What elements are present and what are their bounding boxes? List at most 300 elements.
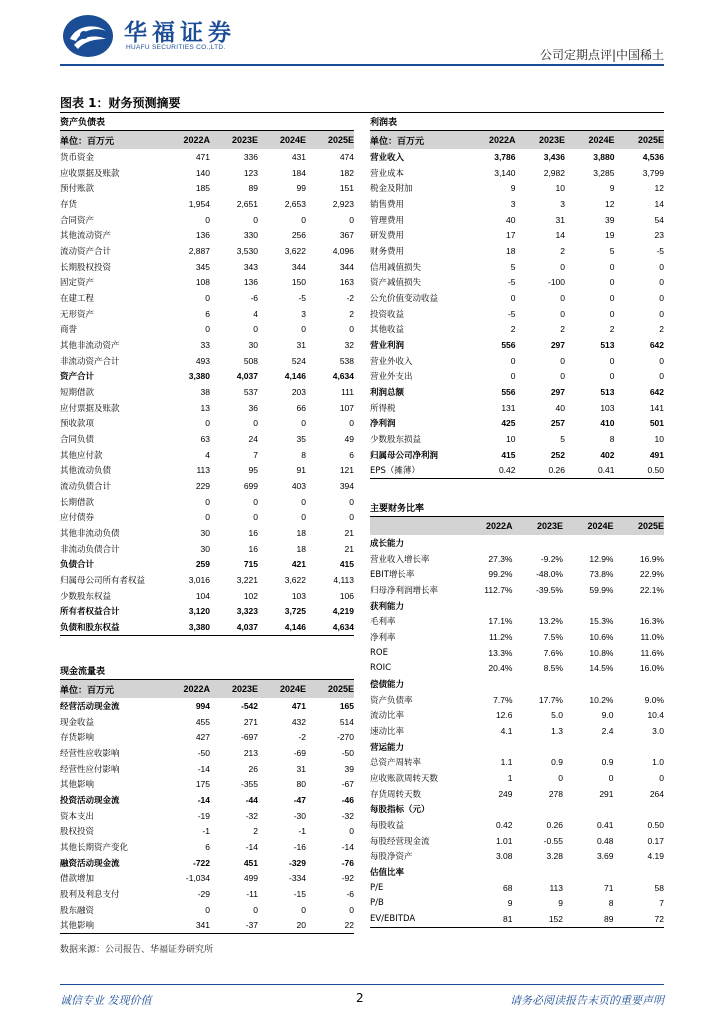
row-value: 0 xyxy=(609,308,615,319)
row-value: 8 xyxy=(608,898,614,909)
row-value: 297 xyxy=(550,386,565,397)
row-label: 资本支出 xyxy=(60,811,95,822)
row-value: 1.1 xyxy=(500,757,513,768)
row-value: 0 xyxy=(349,418,354,429)
table-row xyxy=(60,886,354,902)
row-value: 257 xyxy=(550,418,565,429)
row-value: 0 xyxy=(253,214,258,225)
row-value: -92 xyxy=(341,873,354,884)
row-value: 4.1 xyxy=(500,725,513,736)
table-row xyxy=(60,149,354,165)
row-value: -5 xyxy=(507,308,516,319)
row-value: 14.5% xyxy=(589,663,614,674)
row-value: 1.0 xyxy=(652,757,664,768)
balance-sheet-header xyxy=(60,131,354,149)
table-row xyxy=(60,729,354,745)
row-value: 427 xyxy=(195,732,210,743)
row-value: -50 xyxy=(341,747,354,758)
row-value: 642 xyxy=(649,339,664,350)
table-row xyxy=(60,808,354,824)
row-value: 141 xyxy=(649,402,664,413)
row-value: 4,634 xyxy=(332,371,354,382)
row-label: EBIT增长率 xyxy=(370,570,415,581)
row-label: 应收票据及账款 xyxy=(60,168,120,179)
row-value: -1 xyxy=(298,826,306,837)
row-value: 10 xyxy=(555,183,565,194)
row-value: 0 xyxy=(349,904,354,915)
row-value: -2 xyxy=(298,732,306,743)
row-value: 4,146 xyxy=(284,371,306,382)
row-value: 556 xyxy=(501,339,516,350)
row-value: 499 xyxy=(243,873,258,884)
row-value: 3,530 xyxy=(236,245,258,256)
row-value: -329 xyxy=(288,857,306,868)
row-value: 2,923 xyxy=(332,198,354,209)
row-label: 融资活动现金流 xyxy=(60,858,120,869)
row-value: 103 xyxy=(291,590,306,601)
row-label: 营业收入 xyxy=(370,152,405,163)
row-value: 4,037 xyxy=(236,371,258,382)
row-value: 11.0% xyxy=(640,631,664,642)
row-value: 3,799 xyxy=(642,167,664,178)
row-value: 0 xyxy=(301,324,306,335)
table-row xyxy=(370,551,664,567)
row-value: 4 xyxy=(205,449,210,460)
footer-slogan: 诚信专业 发现价值 xyxy=(60,994,152,1007)
row-value: 455 xyxy=(195,716,210,727)
row-value: 22.9% xyxy=(639,569,664,580)
table-row xyxy=(60,259,354,275)
table-row xyxy=(370,911,664,927)
row-value: 291 xyxy=(599,788,614,799)
row-value: 2,651 xyxy=(236,198,258,209)
row-value: 14 xyxy=(555,230,565,241)
table-row xyxy=(60,556,354,572)
row-value: 0 xyxy=(659,371,664,382)
row-value: 10.6% xyxy=(589,631,614,642)
row-value: 2 xyxy=(659,324,664,335)
row-value: 493 xyxy=(195,355,210,366)
row-value: 4.19 xyxy=(647,851,664,862)
report-type: 公司定期点评|中国稀土 xyxy=(539,48,664,62)
table-row xyxy=(370,274,664,290)
row-value: 4,146 xyxy=(284,621,306,632)
row-value: 71 xyxy=(604,882,614,893)
row-value: 0.50 xyxy=(647,465,664,476)
table-row xyxy=(60,415,354,431)
row-value: 13.2% xyxy=(538,616,563,627)
row-value: 73.8% xyxy=(589,569,614,580)
row-value: 345 xyxy=(195,261,210,272)
row-value: -1 xyxy=(202,826,210,837)
row-value: 0 xyxy=(205,512,210,523)
row-value: 59.9% xyxy=(589,584,614,595)
cash-flow-header xyxy=(60,680,354,698)
row-value: 18 xyxy=(296,527,306,538)
row-value: 203 xyxy=(291,386,306,397)
header-year: 2025E xyxy=(637,521,664,531)
row-value: 0 xyxy=(659,308,664,319)
row-value: -5 xyxy=(298,292,306,303)
row-label: 利润总额 xyxy=(370,387,405,398)
row-value: 113 xyxy=(549,882,563,893)
cash-flow-table xyxy=(60,666,354,934)
row-label: 其他非流动资产 xyxy=(60,340,120,351)
page-header xyxy=(0,0,724,70)
row-value: 10.4 xyxy=(647,710,664,721)
row-value: 1.3 xyxy=(551,725,563,736)
row-value: 3.08 xyxy=(495,851,513,862)
row-label: 短期借款 xyxy=(60,387,95,398)
row-label: 其他非流动负债 xyxy=(60,528,120,539)
income-statement-table xyxy=(370,117,664,479)
row-label: 资产合计 xyxy=(60,372,95,383)
row-value: 31 xyxy=(555,214,565,225)
row-value: -334 xyxy=(288,873,306,884)
row-value: 0 xyxy=(349,512,354,523)
row-value: -11 xyxy=(246,888,258,899)
row-value: 3,622 xyxy=(284,245,306,256)
row-label: 其他应付款 xyxy=(60,450,103,461)
row-value: 471 xyxy=(291,700,306,711)
row-value: 3.0 xyxy=(652,725,664,736)
row-value: 184 xyxy=(291,167,306,178)
row-value: 12 xyxy=(654,183,664,194)
row-value: 403 xyxy=(291,480,306,491)
row-value: 99 xyxy=(296,183,306,194)
table-row xyxy=(60,400,354,416)
table-row xyxy=(60,745,354,761)
row-value: 30 xyxy=(200,543,210,554)
row-label: 归母净利润增长率 xyxy=(370,585,439,596)
row-label: 信用减值损失 xyxy=(370,262,422,273)
table-row xyxy=(370,707,664,723)
table-row xyxy=(60,761,354,777)
row-value: 22 xyxy=(344,920,354,931)
row-label: 股东融资 xyxy=(60,905,95,916)
row-value: 344 xyxy=(291,261,306,272)
table-row xyxy=(60,619,354,635)
table-row xyxy=(370,353,664,369)
row-value: 0 xyxy=(560,261,565,272)
row-value: 0 xyxy=(253,512,258,523)
table-row xyxy=(370,598,664,614)
row-value: 0 xyxy=(659,261,664,272)
row-label: 归属母公司净利润 xyxy=(370,450,439,461)
row-value: 514 xyxy=(339,716,354,727)
row-value: -37 xyxy=(245,920,258,931)
row-value: 0 xyxy=(253,496,258,507)
row-value: 0 xyxy=(301,904,306,915)
row-value: -19 xyxy=(197,810,210,821)
row-value: -14 xyxy=(245,841,258,852)
row-value: 3,380 xyxy=(188,371,210,382)
table-row xyxy=(60,478,354,494)
balance-sheet-body xyxy=(60,149,354,636)
row-value: 16.9% xyxy=(639,553,664,564)
row-label: 其他流动资产 xyxy=(60,231,112,242)
row-value: 23 xyxy=(654,230,664,241)
row-label: 总资产周转率 xyxy=(370,758,422,769)
row-value: 9 xyxy=(507,898,513,909)
row-label: 其他收益 xyxy=(370,325,405,336)
row-value: 1 xyxy=(507,772,513,783)
row-value: 3,120 xyxy=(188,606,210,617)
table-row xyxy=(60,572,354,588)
row-value: 165 xyxy=(339,700,354,711)
row-value: 12.9% xyxy=(589,553,614,564)
row-value: 249 xyxy=(498,788,513,799)
row-value: 2,653 xyxy=(284,198,306,209)
row-value: -100 xyxy=(547,277,565,288)
row-value: 20 xyxy=(296,920,306,931)
row-value: -50 xyxy=(197,747,210,758)
row-value: -47 xyxy=(293,794,306,805)
row-value: 175 xyxy=(195,779,210,790)
row-value: 278 xyxy=(548,788,563,799)
row-value: -39.5% xyxy=(536,584,563,595)
row-value: 0 xyxy=(609,355,615,366)
header-year: 2023E xyxy=(536,521,563,531)
table-row xyxy=(370,613,664,629)
table-row xyxy=(60,290,354,306)
table-row xyxy=(370,196,664,212)
row-value: -6 xyxy=(346,888,354,899)
row-value: 0 xyxy=(560,292,565,303)
row-value: 11.2% xyxy=(489,631,513,642)
row-value: 35 xyxy=(296,433,306,444)
row-value: 0 xyxy=(301,496,306,507)
row-value: 3 xyxy=(560,198,565,209)
row-label: 非流动资产合计 xyxy=(60,356,120,367)
row-value: -697 xyxy=(240,732,258,743)
row-value: 150 xyxy=(291,277,306,288)
row-value: 30 xyxy=(200,527,210,538)
table-row xyxy=(370,880,664,896)
header-year: 2024E xyxy=(279,135,306,145)
row-value: 12.6 xyxy=(495,710,513,721)
table-row xyxy=(60,274,354,290)
row-label: 税金及附加 xyxy=(370,184,413,195)
row-label: 毛利率 xyxy=(370,617,396,628)
huafu-logo-icon xyxy=(62,13,114,59)
row-value: 0.9 xyxy=(601,757,614,768)
header-year: 2024E xyxy=(587,521,614,531)
table-row xyxy=(60,227,354,243)
table-row xyxy=(370,180,664,196)
row-label: 合同资产 xyxy=(60,215,95,226)
row-value: 5 xyxy=(510,261,516,272)
table-row xyxy=(370,833,664,849)
row-value: 0.41 xyxy=(597,465,615,476)
row-value: 264 xyxy=(649,788,664,799)
table-row xyxy=(370,864,664,880)
row-value: 0 xyxy=(510,371,516,382)
row-value: 9.0 xyxy=(601,710,614,721)
row-label: 其他影响 xyxy=(60,780,95,791)
row-label: 销售费用 xyxy=(370,199,405,210)
row-value: -32 xyxy=(341,810,354,821)
row-value: 19 xyxy=(605,230,615,241)
row-value: 471 xyxy=(195,151,210,162)
row-value: -6 xyxy=(250,292,258,303)
table-row xyxy=(370,582,664,598)
row-value: 3.69 xyxy=(596,851,614,862)
header-year: 2024E xyxy=(279,684,306,694)
row-value: 16.0% xyxy=(639,663,664,674)
row-value: 513 xyxy=(600,386,615,397)
row-value: 0.26 xyxy=(546,819,563,830)
row-value: 3,323 xyxy=(236,606,258,617)
row-value: 103 xyxy=(600,402,615,413)
header-year: 2025E xyxy=(637,135,664,145)
row-value: -1,034 xyxy=(185,873,210,884)
row-value: 0 xyxy=(609,371,615,382)
row-label: 长期股权投资 xyxy=(60,262,112,273)
row-value: 111 xyxy=(341,386,354,397)
row-value: 501 xyxy=(649,418,664,429)
table-row xyxy=(370,895,664,911)
figure-title: 图表 1：财务预测摘要 xyxy=(60,96,181,110)
row-value: 2.4 xyxy=(601,725,614,736)
row-value: 131 xyxy=(501,402,516,413)
row-value: 556 xyxy=(501,386,516,397)
header-year: 2022A xyxy=(485,521,513,531)
table-row xyxy=(370,786,664,802)
header-unit-label: 单位：百万元 xyxy=(60,685,115,696)
table-row xyxy=(60,839,354,855)
table-row xyxy=(60,509,354,525)
table-row xyxy=(60,588,354,604)
footer-disclaimer: 请务必阅读报告末页的重要声明 xyxy=(510,994,664,1007)
row-label: 少数股东权益 xyxy=(60,591,112,602)
row-value: 81 xyxy=(503,913,513,924)
row-value: 22.1% xyxy=(639,584,664,595)
row-value: 6 xyxy=(349,449,354,460)
row-value: 0 xyxy=(349,496,354,507)
row-value: -29 xyxy=(197,888,210,899)
row-value: 7.6% xyxy=(543,647,563,658)
row-value: 151 xyxy=(339,183,354,194)
row-label: ROIC xyxy=(370,663,392,674)
row-value: 13 xyxy=(200,402,210,413)
row-value: 10.8% xyxy=(589,647,614,658)
row-value: 2 xyxy=(349,308,354,319)
row-label: 经营性应收影响 xyxy=(60,748,120,759)
row-value: 9 xyxy=(609,183,615,194)
row-value: 16.3% xyxy=(639,616,664,627)
table-row xyxy=(60,870,354,886)
row-value: 0 xyxy=(253,324,258,335)
table-row xyxy=(370,431,664,447)
row-value: 0 xyxy=(205,324,210,335)
row-label: 每股净资产 xyxy=(370,852,413,863)
table-row xyxy=(370,368,664,384)
header-year: 2023E xyxy=(538,135,565,145)
row-value: 182 xyxy=(339,167,354,178)
row-value: 13.3% xyxy=(488,647,513,658)
row-value: -0.55 xyxy=(543,835,563,846)
row-value: 32 xyxy=(344,339,354,350)
row-value: 123 xyxy=(243,167,258,178)
row-value: -722 xyxy=(192,857,210,868)
row-value: 4,536 xyxy=(642,151,664,162)
table-row xyxy=(370,676,664,692)
row-label: 投资活动现金流 xyxy=(60,795,120,806)
row-label: EPS（摊薄） xyxy=(370,466,420,477)
row-value: 0.9 xyxy=(551,757,563,768)
row-value: 0.41 xyxy=(596,819,614,830)
row-value: 330 xyxy=(243,230,258,241)
table-row xyxy=(60,823,354,839)
row-label: EV/EBITDA xyxy=(370,913,416,924)
row-value: 18 xyxy=(506,245,516,256)
row-value: 9.0% xyxy=(644,694,664,705)
row-value: 9 xyxy=(558,898,563,909)
row-value: 31 xyxy=(296,339,306,350)
table-row xyxy=(370,692,664,708)
row-label: 净利率 xyxy=(370,632,396,643)
row-value: 17.7% xyxy=(538,694,563,705)
row-value: 5 xyxy=(560,433,565,444)
row-value: 0 xyxy=(349,826,354,837)
row-value: 0 xyxy=(510,292,516,303)
row-value: -30 xyxy=(293,810,306,821)
row-value: 8 xyxy=(609,433,615,444)
row-label: 预付账款 xyxy=(60,184,95,195)
row-value: 49 xyxy=(344,433,354,444)
row-label: 经营活动现金流 xyxy=(60,701,120,712)
row-value: 5.0 xyxy=(551,710,563,721)
row-value: 431 xyxy=(291,151,306,162)
balance-sheet-title: 资产负债表 xyxy=(60,117,354,131)
row-label: 固定资产 xyxy=(60,278,95,289)
table-row xyxy=(370,848,664,864)
row-value: 63 xyxy=(200,433,210,444)
row-value: -46 xyxy=(341,794,354,805)
row-value: 16 xyxy=(248,543,258,554)
row-label: 存货 xyxy=(60,199,78,210)
row-label: 其他长期资产变化 xyxy=(60,842,129,853)
row-value: 451 xyxy=(243,857,258,868)
row-value: -15 xyxy=(293,888,306,899)
row-value: 5 xyxy=(609,245,615,256)
table-row xyxy=(60,180,354,196)
row-value: 538 xyxy=(339,355,354,366)
table-row xyxy=(370,629,664,645)
table-row xyxy=(60,714,354,730)
row-label: 股利及利息支付 xyxy=(60,889,120,900)
table-row xyxy=(60,917,354,933)
row-label: 应付票据及账款 xyxy=(60,403,120,414)
table-row xyxy=(370,149,664,165)
row-value: 0 xyxy=(609,261,615,272)
row-label: 负债和股东权益 xyxy=(60,622,120,633)
income-statement-header xyxy=(370,131,664,149)
row-value: 102 xyxy=(243,590,258,601)
row-value: 54 xyxy=(654,214,664,225)
table-row xyxy=(370,817,664,833)
row-value: 99.2% xyxy=(488,569,513,580)
row-value: 2,887 xyxy=(188,245,210,256)
table-row xyxy=(60,196,354,212)
row-label: 应收账款周转天数 xyxy=(370,773,439,784)
row-value: 2 xyxy=(253,826,258,837)
row-value: 0.50 xyxy=(647,819,664,830)
row-label: 管理费用 xyxy=(370,215,405,226)
table-row xyxy=(370,290,664,306)
table-row xyxy=(60,431,354,447)
